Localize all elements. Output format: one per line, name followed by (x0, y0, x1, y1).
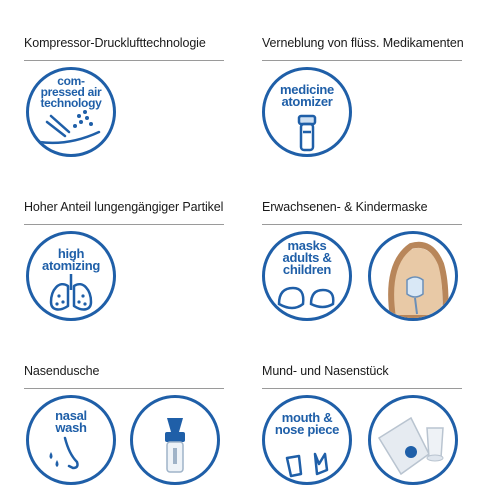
badge-label: nasal wash (55, 408, 87, 435)
medicine-atomizer-badge (262, 67, 352, 157)
medicine-vial-icon (265, 70, 349, 154)
badge-label: high atomizing (42, 246, 100, 273)
divider (262, 60, 462, 61)
nose-icon (29, 398, 113, 482)
nasal-wash-badge (26, 395, 116, 485)
divider (24, 60, 224, 61)
high-atomizing-badge (26, 231, 116, 321)
masks-icon (265, 234, 349, 318)
badge-label: masks adults & children (282, 238, 332, 277)
nasal-douche-image (133, 398, 217, 482)
feature-title: Nasendusche (24, 364, 100, 378)
feature-masks (250, 164, 500, 331)
badge-label: medicine atomizer (280, 82, 334, 109)
feature-title: Verneblung von flüss. Medikamenten (262, 36, 464, 50)
divider (262, 224, 462, 225)
feature-nebulizer (250, 0, 500, 167)
feature-title: Mund- und Nasenstück (262, 364, 389, 378)
compressed-air-badge (26, 67, 116, 157)
mouth-nose-piece-badge (262, 395, 352, 485)
mouthpiece-photo (368, 395, 458, 485)
feature-mouth-nose-piece (250, 328, 500, 495)
masks-badge (262, 231, 352, 321)
compressed-air-icon (29, 70, 113, 154)
feature-title: Erwachsenen- & Kindermaske (262, 200, 428, 214)
mouthpiece-icon (265, 398, 349, 482)
feature-compressor (0, 0, 250, 167)
mouthpiece-image (371, 398, 455, 482)
feature-nasal-wash (0, 328, 250, 495)
feature-title: Kompressor-Drucklufttechnologie (24, 36, 206, 50)
feature-title: Hoher Anteil lungengängiger Partikel (24, 200, 224, 214)
nasal-douche-photo (130, 395, 220, 485)
lungs-icon (29, 234, 113, 318)
badge-label: mouth & nose piece (274, 410, 340, 437)
divider (262, 388, 462, 389)
mask-photo (368, 231, 458, 321)
badge-label: com- pressed air technology (40, 74, 102, 110)
feature-particles (0, 164, 250, 331)
divider (24, 224, 224, 225)
divider (24, 388, 224, 389)
woman-with-mask-image (371, 234, 455, 318)
